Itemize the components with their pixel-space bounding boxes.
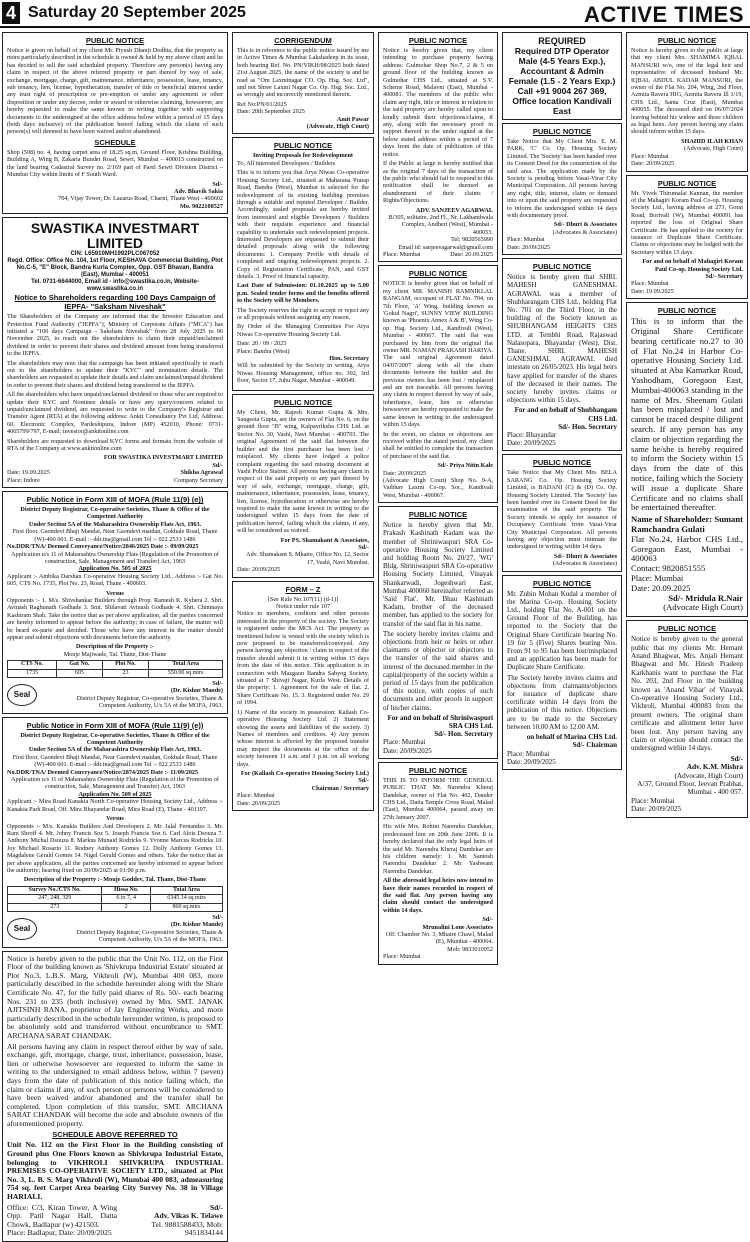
- advocate-mobile: Mo. 9022108527: [180, 202, 223, 210]
- table-header: Total Area: [149, 661, 223, 669]
- advocate-name: Sd/- Mridula R.Nair: [668, 592, 743, 603]
- table-cell: 1735: [8, 669, 57, 677]
- for-society: For and on behalf of Shubhangam CHS Ltd.: [514, 406, 617, 423]
- advocate-address: B/305, solitaire, 2nd Fl., Nr. Lakhandwala Complex, Andheri (West), Mumbai - 400053.: [388, 213, 493, 236]
- advocate-sub: (Advocate, High Court): [674, 771, 743, 780]
- table-header: Hissa No.: [102, 886, 151, 894]
- notice-heading: PUBLIC NOTICE: [85, 36, 145, 45]
- notice-place: Place: Mumbai: [383, 953, 421, 961]
- notice-heading: PUBLIC NOTICE: [408, 765, 468, 775]
- column-5: [626, 32, 748, 1144]
- versus: Versus: [106, 815, 124, 823]
- notice-body: This is in reference to the public notice issued by me in Active Times & Mumbai Lakshadeep in its issue, both bearing Ref. No. PN/VIKH/08/2025 both dated 21st August 2025, the name of the society is and be read as "Om Laxminagar CO. Op. Hsg. Soc. Ltd", and not Shree Laxmi Nagar Co. Op. Hsg. Soc. Ltd., as wrongly and incorrectly mentioned therein.: [237, 47, 369, 99]
- application: Application u/s 11 of Maharashtra Ownership Flats (Regulation of the Promotion of construction, Sale, Management and Transfer) Act, 1963: [11, 776, 219, 791]
- property-title: Description of the Property :-: [76, 643, 154, 651]
- mofa-notice-505: [2, 491, 228, 714]
- shareholder-address: Flat No.24, Harbor CHS Ltd., Goregaon East, Mumbai - 400063: [631, 533, 743, 564]
- advocate-name: Adv. K.M. Mishra: [686, 763, 743, 772]
- signatory-name: Shikha Agrawal: [180, 469, 223, 477]
- notice-date: Date: 20 / 09 / 2025: [237, 340, 287, 348]
- advocate-name: Mrunalini Lone Associates: [422, 923, 493, 931]
- notice-body: Notice to members, creditors and other persons interested in the property of the society. The Society is registered under the MCS Act. The property as mentioned below is vested with the society which is now proposed to be transferred/conveyed. Any person having any objection / claim in respect of the transfer should submit it in writing within 15 days from the date of this notice. This application is in connection with Mazgaon Bandra Sahyog Society, situated at 7 Shivaji Nagar, Kurla West. Details of the property: 1. Agreement for the sale of flat. 2. Share Certificate No. 15. 3. Registered under No. 29 of 1994.: [237, 610, 369, 707]
- for-society: on behalf of Marina CHS Ltd.: [526, 733, 617, 742]
- shareholder-contact: Contact: 9820851555: [631, 563, 706, 574]
- public-notice-bhagwat: [626, 620, 748, 818]
- seal-row: [7, 680, 223, 710]
- schedule-heading: SCHEDULE: [94, 137, 136, 147]
- table-header: Plot No.: [102, 661, 149, 669]
- public-notice-gupta: [232, 394, 374, 578]
- required-title: REQUIRED: [538, 36, 586, 46]
- advocate-name: Sd/- Priya Nitin Kale: [437, 462, 493, 470]
- notice-heading: PUBLIC NOTICE: [408, 510, 468, 520]
- advocate-address: Off: Chamber No. 3, Mhatre Chawl, Malad (E), Mumbai - 400064.: [385, 930, 493, 946]
- notice-place: Place: Mumbai: [631, 796, 675, 805]
- advocate-sub: (Advocates & Associates): [552, 228, 617, 236]
- form-z-notice: [232, 581, 374, 811]
- swastika-notice: [2, 217, 228, 488]
- signature: Sd/-: [209, 1202, 223, 1212]
- advocate-name: Sd/- Dhuri & Associates: [553, 221, 617, 229]
- notice-date: Date: 20/09/2025: [383, 469, 427, 477]
- public-notice-dandekar: [378, 762, 498, 965]
- public-notice-kudal: [502, 575, 622, 770]
- signature: Sd/-: [482, 916, 493, 924]
- public-notice-agrawal: [502, 258, 622, 451]
- act: Under Section 5A of the Maharashtra Ownership Flats Act, 1963.: [28, 520, 202, 528]
- advocate-address: A/37, Ground Floor, Jeevan Prabhat, Mumbai - 400 057.: [637, 780, 743, 797]
- for-society: For (Kailash Co-operative Housing Society Ltd.): [240, 769, 369, 777]
- notice-date: Date: 20.09.2025: [631, 582, 691, 593]
- seal-stamp: Seal: [7, 684, 37, 706]
- for-society: For and on behalf of Shriniwaspuri SRA CHS Ltd.: [387, 713, 493, 731]
- for-company: FOR SWASTIKA INVESTMART LIMITED: [103, 454, 223, 462]
- ref-number: Ref No:PN/01/2025: [237, 100, 287, 108]
- ref-number: No.DDR/TNA/ Deemed Conveyance/Notice/2846/2025 Date :- 09/09/2025: [7, 543, 199, 551]
- notice-subject: Notice to Shareholders regarding 100 Days Campaign of IEPFA- "Saksham Niveshak": [14, 293, 216, 312]
- table-cell: 273: [8, 903, 102, 911]
- advocate-name: Adv. Bhavik Sakia: [173, 187, 223, 195]
- versus: Versus: [106, 589, 124, 597]
- column-2: [232, 32, 374, 1144]
- notice-reserve: The Society reserves the right to accept or reject any or all proposals without assigning any reason.: [237, 306, 369, 321]
- signature: Sd/- Chairman: [572, 741, 617, 750]
- notice-body-2: The society hereby invites claims and objections from heir or heirs or other claimants or objector or objectors to the transfer of the said shares and interest of the deceased member in the capital/property of the society within a period of 15 days from the publication of this notice, with copies of such documents and other proofs in support of his/her claims.: [383, 629, 493, 712]
- signature: Sd/- Secretary: [705, 272, 743, 280]
- seal-row: [7, 914, 223, 944]
- company-name: SWASTIKA INVESTMART LIMITED: [30, 220, 200, 252]
- submit-info: Will be submitted by the Society in writing. Arya Niwas Housing Management, office no. 302, 3rd floor, Sector 17, Juhu Nagar, Mumbai - 400049.: [237, 362, 369, 385]
- notice-date: Date: 20.09.2025: [450, 250, 493, 258]
- signature: Sd/-: [358, 777, 369, 785]
- notice-body: THIS IS TO INFORM THE GENERAL PUBLIC THAT Mr. Narendra Kheraj Dandekar, owner of Flat No. 402, Dander CHS Ltd., Datta Temple Cross Road, Malad (East), Mumbai 400064, passed away on 27th January 2007.: [383, 776, 493, 821]
- advocate-tel: Mob: 9833010952: [447, 945, 493, 953]
- form-title: Public Notice in Form XIII of MOFA (Rule 11(9) (e)): [26, 495, 204, 505]
- notice-date: Date: 20/09/2025: [507, 757, 556, 766]
- applicant: Applicant :- Ambika Darshan Co-operative Housing Society Ltd., Address :- Gat No. 605, CTS No. 1735, Plot No. 23, Road, Thane - 400603.: [7, 572, 223, 588]
- notice-body: NOTICE is hereby given that on behalf of my client MR. MANISH RAMNIKLAL RANGAM, occupant of FLAT No. 704, on 7th Floor, 'A' Wing, building known as 'Gokul Nagri', SUNNY VIEW BUILDING known as 'Phoenix Annex A & B', Wing Co-op. Hsg. Society Ltd., Kandivali (West), Mumbai - 400067. The said flat was purchased by him from the original flat owner MR. NAMAN PRAKASH HARIYA. The said original Agreement dated 04/07/2007 along with all the chain documents between the builder and the previous owners has been lost / misplaced and are not traceable. All persons having any claim in respect thereof by way of sale, inheritance, lease, lien or otherwise howsoever are hereby requested to make the same known in writing to the undersigned within 15 days.: [383, 280, 494, 429]
- notice-date: Date: 20/09/2025: [631, 805, 682, 814]
- signatory-designation: Company Secretary: [174, 476, 223, 484]
- notice-place: Place: Mumbai: [383, 250, 421, 258]
- notice-to: To, All interested Developers / Builders: [237, 159, 336, 167]
- notice-heading: PUBLIC NOTICE: [657, 306, 717, 316]
- signature: Sd/-: [212, 180, 223, 188]
- table-cell: 6 to 7, 4: [102, 895, 151, 903]
- public-notice-gulmohar: [378, 32, 498, 262]
- newspaper-brand: ACTIVE TIMES: [583, 2, 744, 27]
- notice-date: Date: 20/09/2025: [237, 799, 281, 807]
- advocate-address: (Advocate High Court) Shop No. 9-A, Vaibhav Laxmi Co-op. Soc., Kandivali West, Mumbai - 400067.: [383, 476, 493, 499]
- notice-date: Date: 20/09/2025: [507, 439, 556, 448]
- notice-body: Notice is hereby given that Mr. Prakash Kashinath Kadam was the member of Shriniwaspuri SRA Co-operative Housing Society Limited and holding Room No. 20/27, 'WG' Bldg. Shriniwaspuri SRA Co-operative Housing Society Limited, Vinayak Shankarwadi, Jogeshwari East, Mumbai 400060 hereinafter referred as 'Said Flat'. Mr. Bhau Kashinath Kadam, brother of the deceased member, has applied to the society for transfer of the said flat in his name.: [383, 521, 494, 628]
- officer-name: (Dr. Kishor Mande): [170, 921, 223, 929]
- officer-post: District Deputy Registrar, Co-operative Societies, Thane & Competent Authority, U/s 5A of the MOFA, 1963.: [76, 694, 223, 710]
- corrigendum: [232, 32, 374, 134]
- notice-place: Place: Indore: [7, 476, 40, 484]
- property-table: [7, 886, 223, 912]
- table-header: Gat No.: [57, 661, 102, 669]
- public-notice-gulati: [626, 302, 748, 617]
- notice-heading: FORM – Z: [285, 584, 321, 594]
- notice-heading: PUBLIC NOTICE: [408, 269, 468, 279]
- officer-post: District Deputy Registrar, Co-operative Societies, Thane & Competent Authority, U/s 5A of the MOFA, 1963.: [76, 928, 223, 944]
- shivkrupa-notice: [2, 951, 228, 1242]
- signature: Sd/-: [212, 680, 223, 687]
- page-number: 4: [2, 2, 20, 24]
- public-notice-rangam: [378, 265, 498, 503]
- notice-body: Notice is hereby given to the public that the Unit No. 112, on the First Floor of the building known as 'Shivkrupa Industrial Estate' situated at Plot No.3, L.B.S. Marg, Vikhroli (W), Mumbai 400 083, more particularly described in the schedule hereunder along with the Share Certificate No. 47, for the fully paid shares of Rs. 50/- each bearing Nos. 231 to 235 (both inclusive) owned by Mrs. SMT. JANAK AJITSINH RANA, proprietor of Jay Engineering Works, and more particularly described in the schedule hereunder written, is proposed to be absolutely sold and transferred without encumbrance to SMT. ARCHANA SARAT CHANDAK.: [7, 953, 223, 1040]
- notice-heading: PUBLIC NOTICE: [657, 178, 717, 188]
- table-header: CTS No.: [8, 661, 57, 669]
- notice-body: This is to inform that the Original Share Certificate bearing certificate no.27 to 30 of Flat No.24 in Harbor Co-operative Housing Society Ltd. situated at Aba Kamarkar Road, Yashodham, Goregaon East, Mumbai-400063 standing in the name of Mrs. Sheenam Gulati has been misplaced / lost and cannot be traced despite diligent search. If any person has any claim or objection regarding the same he/she is hereby required to inform the Society within 15 days from the date of this notice, failing which the Society will issue a duplicate Share Certificate and no claims shall be entertained thereafter.: [631, 316, 743, 513]
- shareholder-name: Name of Shareholder: Sumant Ramchandra Gulati: [631, 514, 743, 534]
- ref-number: No.DDR/TNA/ Deemed Conveyance/Notice/2874/2025 Date :- 11/09/2025: [7, 768, 199, 776]
- notice-body-3: All the aforesaid legal heirs now intend to have their names recorded in respect of the said flat. Any person having any claim should contact the undersigned within 14 days.: [383, 877, 493, 914]
- advocate-firm: For PS. Shamakant & Associates,: [280, 536, 369, 544]
- notice-heading: PUBLIC NOTICE: [273, 141, 333, 151]
- notice-place: Place: Mumbai: [631, 280, 669, 288]
- notice-body: Notice is hereby given to the general public that my clients Mr. Hemant Anand Bhagwat, Mrs. Anjali Hemant Bhagwat and Mr. Hitesh Pradeep Karkhanis want to purchase the Flat No. 203, 2nd Floor in the building known as 'Anand Vihar' of Vinayak Co-operative Housing Society Ltd., Vikhroli, Mumbai 400083 from the present owners. The original share certificate and allotment letter have been lost. Any person having any claim or objection should contact the undersigned within 14 days.: [631, 635, 743, 753]
- seal-stamp: Seal: [7, 918, 37, 940]
- notice-heading: PUBLIC NOTICE: [532, 458, 592, 468]
- form-title: Public Notice in Form XIII of MOFA (Rule 11(9) (e)): [26, 720, 204, 730]
- advocate-sub: (Advocate High Court): [663, 602, 743, 613]
- office-address: Office: C/3, Kiran Tower, A Wing Opp. Patil Nagar Hall, Datta Chowk, Badlapur (w) 421503.: [7, 1202, 117, 1229]
- column-3: [378, 32, 498, 1144]
- notice-place: Place: Mumbai: [631, 152, 669, 160]
- required-body: Required DTP Operator Male (4-5 Years Exp.), Accountant & Admin Female (1.5 - 2 Years Exp.) Call +91 9004 267 369, Office location Kandivali East: [508, 46, 616, 116]
- company-cin: CIN: L65910MH1992PLC067052: [70, 251, 160, 258]
- advocate-name: SHAHID ILAH KHAN: [681, 137, 743, 145]
- table-cell: 6345.14 sq.mtrs: [150, 895, 222, 903]
- notice-body-2: 1) Name of the society in possession: Kailash Co-operative Housing Society Ltd. 2) Statement showing the assets and liabilities of the society. 3) Names of members and creditors. 4) Any person whose interest is affected by the proposed transfer may inspect the documents at the office of the society between 11 a.m. and 1 p.m. on all working days.: [237, 708, 369, 768]
- advocate-name: Sd/- Dhuri & Associates: [553, 552, 617, 560]
- opponents: Opponents :- 1. M/s. Shivshankar Builders through Prop. Ramesh K. Kyhera 2. Shri. Avinash Raghunath Godhade 3. Smt. Shilavati Avinash Godhade 4. Shri. Chinmaya Kashiram Shah. Take the notice that as per above application, all the parties concerned are hereby informed to appear before the authority; in case of failure, the matter will be heard ex-parte and decided. Those who have any interest in the matter should appear and submit objections with documents before the authority.: [7, 596, 223, 641]
- notice-date: Date: 20/09/2025: [507, 243, 551, 251]
- applicant: Applicant :- Mira Road Kanakia North Co-operative Housing Society Ltd., Address :- Kanakia Park Road, Off. Mira Bhayandar Road, Mira Road (E), Thane - 401107.: [7, 798, 223, 813]
- mofa-notice-509: [2, 717, 228, 948]
- place-date-row: [383, 251, 493, 258]
- opponents: Opponents :- M/s. Kanakia Builders And Developers 2. Mr. Jalal Fernandes 3. Mr. Ram Shroff 4. Mr. Johny Francis Soz 5. Joseph Francis Soz 6. Carl Alois Dsouza 7. Anthony Michal Dsouza 8. Markus Munaid Rodricks 9. Yvonne Marcus Rodricks 10. Joy Michael Rosario 11. Rodney Anthony Gomes 12. Dolly Anthony Gomes 13. Magdalene Gerald Gomes 14. Nigel Gerald Gomes and others. Take the notice that as per above application, all the parties concerned are hereby informed to appear before the authority; hearing fixed on 20/09/2025 at 01:00 p.m.: [7, 822, 223, 874]
- notice-heading: PUBLIC NOTICE: [532, 127, 592, 136]
- notice-date: Date: 20/09/2025: [631, 160, 675, 168]
- table-header: Total Area: [150, 886, 222, 894]
- masthead: [0, 0, 750, 28]
- notice-date: Date: 20/09/2025: [383, 746, 432, 755]
- notice-date: Date: 19.09.2025: [7, 469, 50, 477]
- office-name: District Deputy Registrar, Co-operative Societies, Thane & Office of the Competent Authority: [20, 731, 210, 747]
- redevelopment-proposal: [232, 137, 374, 390]
- officer-name: (Dr. Kishor Mande): [170, 687, 223, 695]
- signature: Sd/-: [212, 913, 223, 921]
- application: Application u/s 11 of Maharashtra Ownership Flats (Regulation of the Promotion of construction, Sale, Management and Transfer) Act, 1963: [11, 550, 219, 565]
- signature: Sd/- Hon. Secretary: [558, 422, 617, 431]
- notice-place: Place: Mumbai: [383, 738, 426, 747]
- public-notice-kadam: [378, 506, 498, 759]
- notice-body-2: The shareholders may note that the campaign has been initiated specifically to reach out to the shareholders to update their "KYC" and nomination details. The shareholders are requested to update their details and claim unclaimed/unpaid dividend in order to prevent their shares and dividend being transferred to the IEPFA.: [7, 359, 223, 389]
- signature: Sd/-: [212, 461, 223, 469]
- notice-body-3: All the shareholders who have unpaid/unclaimed dividend or those who are required to update their KYC and Nominee details or have any query/concern related to unpaid/unclaimed dividend, are requested to write to the Company's Registrar and Transfer Agent (RTA) at the following address: Ankit Consultancy Pvt Ltd, Address: 60, Electronic Complex, Pardeshipura, Indore (MP) 452010, Phone: 0731-4065799/797, E-mail: investor@ankitonline.com: [7, 391, 223, 436]
- act: Under Section 5A of the Maharashtra Ownership Flats Act, 1963.: [28, 746, 202, 754]
- place-date: Place: Badlapur, Date: 20/09/2025: [7, 1228, 112, 1238]
- notice-rule: [See Rule No.107(11) (d-1)]: [267, 595, 339, 603]
- office-name: District Deputy Registrar, Co-operative Societies, Thane & Office of the Competent Authority: [20, 506, 210, 521]
- advocate-designation: (Advocate, High Court): [306, 123, 369, 131]
- notice-body-2: His wife Mrs. Rohini Narendra Dandekar, predeceased him on 20th June 2006. It is hereby declared that the only legal heirs of the said Mr. Narendra Kheraj Dandekar are his children namely: 1. Mr. Santosh Narendra Dandekar 2. Mr. Yashwant Narendra Dandekar.: [383, 823, 493, 875]
- notice-heading: PUBLIC NOTICE: [532, 262, 592, 272]
- for-society: For and on behalf of Mahagiri Koram Paul Co-op. Housing Society Ltd.: [642, 258, 743, 273]
- table-cell: 550.00 sq mtrs: [149, 669, 223, 677]
- property-table: [7, 660, 223, 678]
- notice-body: Notice is given on behalf of my client Mr. Piyush Dhanji Dodhia, that the property as more particularly described in the schedule is owned & held by my above client and he has decided to sell the said scheduled property. Therefore any person(s) having any claim in respect of the above referred property or part thereof by way of sale, exchange, mortgage, charge, gift, maintenance, inheritance, possession, lease, tenancy, sub tenancy, lien, license, hypothecation, transfer of title or beneficial interest under any trust right of prescription or pre-emption or under any agreement or other disposition or under any decree, order or award or otherwise claiming, howsoever, are hereby requested to make the same known in writing together with supporting documents to the undersigned at the office address below within a period of 15 days (both days inclusive) of the publication hereof failing which the claim of such person(s) will deemed to have been waived and/or abandoned.: [7, 47, 223, 136]
- advocate-address: 704, Vijay Tower, Dr. Lazarus Road, Charni, Thane West - 400602: [58, 195, 223, 203]
- notice-body-2: The Society hereby invites claims and objections from claimants/objectors for issuance of duplicate share certificate within 14 days from the publication of this notice. Objections are to be made to the Secretary between 10.00 AM to 12.00 AM.: [507, 673, 617, 731]
- notice-subtitle: Inviting Proposals for Redevelopment: [253, 152, 353, 160]
- signature: Hon. Secretary: [329, 355, 369, 363]
- notice-body: This is to inform you that Arya Niwas Co-operative Housing Society Ltd., situated at Maharana Pratap Road, Bandra (West), Mumbai is selected for the redevelopment of its existing building premises through a suitable and reputed Developer / Builder. Accordingly, sealed proposals are hereby invited from interested and eligible Developers / Builders with their requisite experience and financial capability to undertake such redevelopment projects. Interested Developers are requested to submit their detailed proposals along with the following documents: 1. Company Profile with details of completed and ongoing redevelopment projects. 2. Copy of Registration Certificate, PAN, and GST details. 3. Proof of financial capacity.: [237, 169, 369, 280]
- notice-body-4: Shareholders are requested to download KYC forms and formats from the website of RTA of the Company at www.ankitonline.com: [7, 437, 223, 453]
- public-notice-bela: [502, 454, 622, 571]
- required-ad: [502, 32, 622, 120]
- notice-body-1: The Shareholders of the Company are informed that the Investor Education and Protection Fund Authority ("IEPFA"), Ministry of Corporate Affairs ("MCA") has initiated a "100 days Campaign - Saksham Niveshak" from 28 July 2025 to 06 November 2025, to reach out the shareholders to claim their unpaid/unclaimed dividend in order to prevent their shares and dividend amount from being transferred to the IEPFA.: [7, 313, 223, 358]
- advocate-sub: (Advocates & Associates): [552, 560, 617, 568]
- notice-body: Notice is hereby given that SHRI. MAHESH GANESHMAL AGRAWAL was a member of Shubharangam CHS Ltd., holding Flat No. 701 on the Third Floor, in the building of the Society known as SHUBHANGAM HEIGHTS CHS LTD. at Tembhi Road, Rajaswad Nalasopara, Bhayandar (West), Dist. Thane. SHRI. MAHESH GANESHMAL AGRAWAL died intestate on 26/05/2023. His legal heirs have applied for transfer of the shares of the deceased in their names. The society hereby invites claims or objections within 15 days.: [507, 273, 617, 405]
- company-regd: Regd. Office: Office No. 104, 1st Floor, KESHAVA Commercial Building, Plot No.C-5, "E" Block, Bandra Kurla Complex, Opp. GST Bhavan, Bandra (East), Mumbai - 400051: [7, 258, 223, 279]
- notice-body-2: All persons having any claim in respect thereof either by way of sale, exchange, gift, mortgage, charge, trust, inheritance, possession, lease, lien or otherwise howsoever are requested to inform the same in writing to the undersigned to email address below, within 7 (seven) days from the date of publication of this notice failing which, the claim or claims if any, of such person or persons will be considered to have been waived and/or abandoned and the transfer shall be completed. Upon completion of this transfer, SMT. ARCHANA SARAT CHANDAK will become the sole and absolute owners of the aforementioned property.: [7, 1041, 223, 1128]
- signature: Sd/-: [730, 754, 743, 763]
- public-notice-park: [502, 123, 622, 255]
- advocate-name: ADV. SANJEEV AGARWAL: [415, 206, 493, 214]
- table-cell: 860 sq.mtrs: [150, 903, 222, 911]
- notice-body: Mr. Vivek Thirumalai Kannan, the member of the Mahagiri Koram Paul Co-op. Housing Society Ltd., having address at 273, Gorai Road, Borivali (W), Mumbai 400091 has reported the loss of Original Share Certificate. He has applied to the society for issuance of Duplicate Share Certificate. Claims or objections may be lodged with the Secretary within 15 days.: [631, 189, 743, 256]
- notice-place: Place: Bandra (West): [237, 347, 290, 355]
- advocate-name: Amit Pawar: [336, 115, 369, 123]
- property-location: Mouje Majiwade, Tal. Thane, Dist-Thane: [63, 650, 167, 658]
- column-4: [502, 32, 622, 1144]
- advocate-name: Adv. Vikas K. Telawe: [154, 1211, 223, 1221]
- notice-date: Date: 20/09/2025: [237, 566, 281, 574]
- notice-place: Place: Mumbai: [237, 792, 275, 800]
- public-notice-kannan: [626, 175, 748, 300]
- notice-place: Place: Mumbai: [507, 749, 550, 758]
- by-order: By Order of the Managing Committee For Arya Niwas Co-operative Housing Society Ltd.: [237, 323, 369, 338]
- advocate-contact: Tel. 9881588433, Mob: 9451834144: [151, 1219, 223, 1238]
- schedule-text: Shop (508) no. 4, having carpet area of 18.25 sq.m, Ground Floor, Krishna Building, Building A, Wing B, Zakaria Bunder Road, Sewri, Mumbai – 400015 constructed on the land bearing Cadastral Survey no. 2/169 part of Parel Sewri Division District – Mumbai City within limits of F South Ward.: [7, 148, 223, 179]
- notice-body: Take Notice that My Client Mrs. BELA SARANG Co. Op. Housing Society Limited, is BADANI (C) & (D) Co. Op. Housing Society Limited. The 'Society' has been handed over its Consent Deed for the examination of the said property. The Society intends to apply for issuance of Occupancy Certificate from Vasai-Virar City Municipal Corporation. All persons having any objection must intimate the undersigned in writing within 14 days.: [507, 469, 617, 551]
- table-cell: 247, 248, 329: [8, 895, 102, 903]
- notice-body: My Client, Mr. Rajesh Kumar Gupta & Mrs. Sangeeta Gupta, are the owners of Flat No. 6, on the ground floor "B" wing, Kalpavriksha CHS Ltd. at Sector No. 30, Vashi, Navi Mumbai - 400703. The original Agreement of the said flat between the builder and the first purchaser has been lost / misplaced. My clients have lodged a police complaint regarding the said missing document at Vashi Police Station. All persons having any claim in respect of the said property or any part thereof by way of sale, exchange, mortgage, charge, gift, maintenance, inheritance, possession, lease, tenancy, lien, license, hypothecation or otherwise are hereby required to make the same known in writing to the undersigned within 15 days from the date of publication hereof, failing which the claims, if any, will be considered as waived.: [237, 408, 369, 535]
- notice-body: Notice is hereby given that, my client intending to purchase property having address: Gulmohar Shop No.7, 2 & 5 on ground floor of the building known as Gulmohar CHS Ltd., situated at S.V. Scheme Road, Malavni (East), Mumbai - 400081. The members of the public who claim any right, title or interest in relation to the said property are hereby called upon to kindly submit their objections/claims, if any, along with the necessary proof in support thereof to the under signed at the below stated address within a period of 7 days from the date of publication of this notice.: [383, 47, 493, 158]
- notice-dates: Last Date of Submission: 01.10.2025 up to 5.00 p.m. Sealed tender forms and the benefits offered to the Society will be Members.: [237, 282, 369, 305]
- notice-body-2: In the event, no claims or objections are received within the stated period, my client shall be entitled to complete the transaction of purchase of the said flat.: [383, 430, 493, 460]
- table-cell: 2: [102, 903, 151, 911]
- notice-heading: PUBLIC NOTICE: [532, 578, 592, 588]
- notice-body-2: If the Public at large is hereby notified that as the original 7 days of the transaction of the public who should fail to respond to this notification shall be deemed as abandonment of their claims / Rights/Objections.: [383, 160, 493, 205]
- notice-heading: PUBLIC NOTICE: [408, 36, 468, 45]
- notice-body: Take Notice that My Client Mrs. E. M. PARK, 'C' Co. Op. Housing Society Limited. The 'Society' has been handed over its Consent Deed for the construction of the said area. The application made by the Society is pending before Vasai-Virar City Municipal Corporation. All persons having any right, title, interest, claim or demand into or upon the said property are requested to inform the undersigned within 14 days with documentary proof.: [507, 138, 617, 220]
- application-number: Application No. 509 of 2025: [78, 790, 152, 798]
- notice-place: Place: Mumbai: [507, 236, 545, 244]
- issue-date: Saturday 20 September 2025: [28, 4, 246, 21]
- notice-place: Place: Bhayandar: [507, 430, 557, 439]
- schedule-text: Unit No. 112 on the First Floor in the Building consisting of Ground plus One Floors known as Shivkrupa Industrial Estate, belonging to VIKHROLI SHIVKRUPA INDUSTRIAL PREMISES CO-OPERATIVE SOCIETY LTD., situated at Plot No. 3, L. B. S. Marg Vikhroli (W), Mumbai 400 083, admeasuring 754 sq. feet Carpet Area bearing City Survey No. 38 in Village HARIALI.: [7, 1140, 223, 1202]
- advocate-sub: (Advocate, High Court): [684, 145, 743, 153]
- notice-heading: PUBLIC NOTICE: [657, 624, 717, 634]
- application-number: Application No. 505 of 2025: [78, 565, 152, 573]
- notice-body: Mr. Zubin Mohan Kudal a member of the Marina Co-op. Housing Society Ltd., holding Flat No. A-001 on the Ground Floor of the Building, has reported to the Society that the Original Share Certificate bearing No. 19 for 5 (Five) Shares bearing Nos. From 91 to 95 has been lost/misplaced and an application has been made for Duplicate Share Certificate.: [507, 589, 617, 672]
- advocate-tel: Tel: 9820565990: [450, 236, 493, 244]
- column-1: [2, 32, 228, 1238]
- office-address: First floor, Gaondevi Bhaji Mandai, Near Gaondevi maidan, Gokhale Road, Thane (W)-400 601. E-mail :- ddr.tna@gmail.com Tel :- 022 2533 1486: [12, 753, 218, 769]
- footer-row: [7, 1204, 223, 1238]
- public-notice-mansuri: [626, 32, 748, 172]
- date-place-row: [7, 469, 223, 484]
- table-header: Survey No./CTS No.: [8, 886, 102, 894]
- advocate-address: Adv. Shamakant S. Mhatre, Office No. 12, Sector 17, Vashi, Navi Mumbai.: [246, 551, 369, 566]
- schedule-heading: SCHEDULE ABOVE REFERRED TO: [52, 1130, 178, 1140]
- notice-body: Notice is hereby given to the public at large that my client Mrs. SHAMIMA IQBAL MANSURI w/o, one of the legal heir and representative of deceased husband Mr. IQBAL ABDUL KADAR MANSURI, the owner of the Flat No. 204, Wing, 2nd Floor, Azmita Ravera HIG, Azmita Ravera Ill 1/19, CHS Ltd., Santa Cruz (East), Mumbai 400055. The deceased died on 06/07/2024 leaving behind his widow and three children as legal heirs. Any person having any claim should inform within 15 days.: [631, 47, 743, 136]
- signatory-role: Chairman / Secretary: [311, 784, 369, 792]
- table-cell: 23: [102, 669, 149, 677]
- notice-heading: PUBLIC NOTICE: [657, 36, 717, 45]
- public-notice-bhavik: [2, 32, 228, 214]
- office-address: First floor, Gaondevi Bhaji Mandai, Near Gaondevi maidan, Gokhale Road, Thane (W)-400 601. E-mail :- ddr.tna@gmail.com Tel :- 022 2533 1486: [12, 528, 218, 543]
- company-contact: Tel. 0731-6644000, Email id - info@swastika.co.in, Website-www.swastika.co.in: [31, 279, 199, 293]
- notice-rule-2: Notice under rule 107: [275, 603, 331, 610]
- notice-date: Date: 20th September 2025: [237, 108, 305, 116]
- notice-place: Place: Mumbai: [631, 572, 684, 583]
- table-cell: 605: [57, 669, 102, 677]
- notice-heading: CORRIGENDUM: [274, 36, 332, 45]
- notice-date: Date: 19.09.2025: [631, 287, 674, 295]
- advocate-email: Email id: sanjeevagarwal@gmail.com: [398, 243, 493, 251]
- signature: Sd/-: [358, 543, 369, 551]
- property-title: Description of the Property :- Mouje Goddev, Tal. Thane, Dist-Thane: [23, 876, 207, 884]
- notice-heading: PUBLIC NOTICE: [273, 397, 333, 407]
- signature: Sd/- Hon. Secretary: [434, 730, 493, 739]
